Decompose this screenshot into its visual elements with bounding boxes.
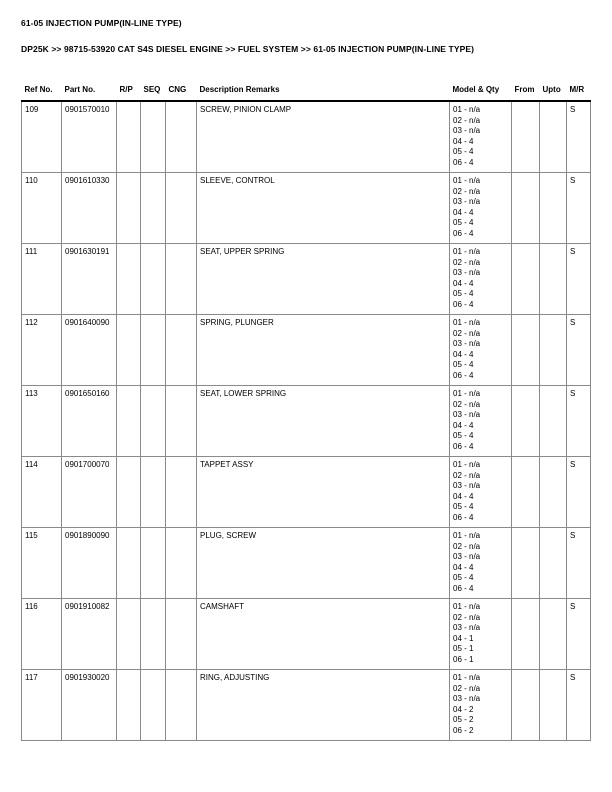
column-header-cng: CNG — [166, 83, 197, 101]
part-no-cell: 0901570010 — [62, 101, 117, 173]
upto-cell — [540, 599, 567, 670]
from-cell — [512, 244, 540, 315]
model-qty-cell — [450, 528, 512, 599]
part-no-cell: 0901630191 — [62, 244, 117, 315]
rp-cell — [117, 101, 141, 173]
rp-cell — [117, 173, 141, 244]
cng-cell — [166, 599, 197, 670]
ref-no-cell: 110 — [22, 173, 62, 244]
rp-cell — [117, 457, 141, 528]
table-row — [22, 599, 591, 670]
model-qty-line: 05 - 4 — [453, 147, 474, 156]
model-qty-line: 04 - 4 — [453, 491, 474, 501]
model-qty-line: 06 - 4 — [453, 441, 474, 451]
column-header-mr: M/R — [567, 83, 591, 101]
page-title: 61-05 INJECTION PUMP(IN-LINE TYPE) — [21, 18, 182, 28]
upto-cell — [540, 528, 567, 599]
seq-cell — [141, 528, 166, 599]
mr-cell: S — [567, 457, 591, 528]
description-cell: TAPPET ASSY — [197, 457, 450, 528]
cng-cell — [166, 670, 197, 741]
rp-cell — [117, 528, 141, 599]
parts-table — [21, 83, 591, 741]
from-cell — [512, 599, 540, 670]
from-cell — [512, 315, 540, 386]
ref-no-cell: 111 — [22, 244, 62, 315]
description-cell: SEAT, LOWER SPRING — [197, 386, 450, 457]
model-qty-line: 03 - n/a — [453, 552, 481, 561]
model-qty-line: 02 - n/a — [453, 399, 481, 409]
rp-cell — [117, 599, 141, 670]
from-cell — [512, 386, 540, 457]
mr-cell: S — [567, 386, 591, 457]
description-cell: SPRING, PLUNGER — [197, 315, 450, 386]
ref-no-cell: 115 — [22, 528, 62, 599]
model-qty-line: 02 - n/a — [453, 683, 481, 693]
model-qty-line: 06 - 4 — [453, 228, 474, 238]
rp-cell — [117, 386, 141, 457]
model-qty-line: 01 - n/a — [453, 318, 481, 327]
part-no-cell: 0901640090 — [62, 315, 117, 386]
cng-cell — [166, 528, 197, 599]
model-qty-line: 06 - 4 — [453, 157, 474, 167]
seq-cell — [141, 101, 166, 173]
model-qty-line: 01 - n/a — [453, 105, 481, 114]
from-cell — [512, 528, 540, 599]
from-cell — [512, 173, 540, 244]
model-qty-line: 05 - 2 — [453, 715, 474, 724]
seq-cell — [141, 315, 166, 386]
model-qty-line: 03 - n/a — [453, 623, 481, 632]
table-row — [22, 244, 591, 315]
model-qty-line: 01 - n/a — [453, 247, 481, 256]
description-cell: CAMSHAFT — [197, 599, 450, 670]
model-qty-line: 06 - 4 — [453, 299, 474, 309]
model-qty-line: 04 - 2 — [453, 704, 474, 714]
part-no-cell: 0901650160 — [62, 386, 117, 457]
from-cell — [512, 670, 540, 741]
description-cell: SEAT, UPPER SPRING — [197, 244, 450, 315]
table-row — [22, 457, 591, 528]
model-qty-line: 03 - n/a — [453, 481, 481, 490]
seq-cell — [141, 244, 166, 315]
upto-cell — [540, 173, 567, 244]
from-cell — [512, 457, 540, 528]
upto-cell — [540, 101, 567, 173]
from-cell — [512, 101, 540, 173]
model-qty-line: 03 - n/a — [453, 410, 481, 419]
upto-cell — [540, 386, 567, 457]
part-no-cell: 0901910082 — [62, 599, 117, 670]
model-qty-cell — [450, 457, 512, 528]
ref-no-cell: 114 — [22, 457, 62, 528]
seq-cell — [141, 457, 166, 528]
model-qty-line: 01 - n/a — [453, 673, 481, 682]
ref-no-cell: 112 — [22, 315, 62, 386]
ref-no-cell: 113 — [22, 386, 62, 457]
cng-cell — [166, 244, 197, 315]
table-row — [22, 173, 591, 244]
model-qty-line: 05 - 4 — [453, 360, 474, 369]
model-qty-line: 02 - n/a — [453, 115, 481, 125]
seq-cell — [141, 386, 166, 457]
rp-cell — [117, 670, 141, 741]
cng-cell — [166, 386, 197, 457]
part-no-cell: 0901890090 — [62, 528, 117, 599]
model-qty-line: 02 - n/a — [453, 470, 481, 480]
model-qty-line: 06 - 4 — [453, 370, 474, 380]
column-header-ref-no: Ref No. — [22, 83, 62, 101]
column-header-model-qty: Model & Qty — [450, 83, 512, 101]
table-row — [22, 528, 591, 599]
model-qty-line: 04 - 4 — [453, 278, 474, 288]
description-cell: PLUG, SCREW — [197, 528, 450, 599]
rp-cell — [117, 315, 141, 386]
part-no-cell: 0901930020 — [62, 670, 117, 741]
model-qty-line: 06 - 1 — [453, 654, 474, 664]
mr-cell: S — [567, 528, 591, 599]
mr-cell: S — [567, 173, 591, 244]
model-qty-line: 02 - n/a — [453, 612, 481, 622]
model-qty-cell — [450, 101, 512, 173]
column-header-part-no: Part No. — [62, 83, 117, 101]
cng-cell — [166, 173, 197, 244]
mr-cell: S — [567, 101, 591, 173]
description-cell: SCREW, PINION CLAMP — [197, 101, 450, 173]
model-qty-line: 05 - 4 — [453, 573, 474, 582]
model-qty-line: 04 - 4 — [453, 420, 474, 430]
column-header-seq: SEQ — [141, 83, 166, 101]
column-header-description: Description Remarks — [197, 83, 450, 101]
model-qty-line: 05 - 4 — [453, 218, 474, 227]
model-qty-line: 04 - 1 — [453, 633, 474, 643]
upto-cell — [540, 670, 567, 741]
upto-cell — [540, 457, 567, 528]
cng-cell — [166, 101, 197, 173]
column-header-from: From — [512, 83, 540, 101]
ref-no-cell: 117 — [22, 670, 62, 741]
table-row — [22, 101, 591, 173]
cng-cell — [166, 315, 197, 386]
parts-table-body — [22, 101, 591, 741]
ref-no-cell: 109 — [22, 101, 62, 173]
cng-cell — [166, 457, 197, 528]
model-qty-line: 01 - n/a — [453, 389, 481, 398]
model-qty-line: 05 - 4 — [453, 289, 474, 298]
seq-cell — [141, 599, 166, 670]
part-no-cell: 0901700070 — [62, 457, 117, 528]
mr-cell: S — [567, 244, 591, 315]
column-header-rp: R/P — [117, 83, 141, 101]
mr-cell: S — [567, 670, 591, 741]
description-cell: RING, ADJUSTING — [197, 670, 450, 741]
model-qty-line: 06 - 4 — [453, 583, 474, 593]
part-no-cell: 0901610330 — [62, 173, 117, 244]
model-qty-line: 03 - n/a — [453, 268, 481, 277]
table-row — [22, 315, 591, 386]
model-qty-line: 04 - 4 — [453, 349, 474, 359]
table-header — [22, 83, 591, 101]
description-cell: SLEEVE, CONTROL — [197, 173, 450, 244]
upto-cell — [540, 244, 567, 315]
column-header-upto: Upto — [540, 83, 567, 101]
model-qty-line: 01 - n/a — [453, 602, 481, 611]
upto-cell — [540, 315, 567, 386]
mr-cell: S — [567, 599, 591, 670]
model-qty-line: 03 - n/a — [453, 126, 481, 135]
model-qty-line: 01 - n/a — [453, 176, 481, 185]
model-qty-line: 04 - 4 — [453, 136, 474, 146]
model-qty-line: 03 - n/a — [453, 694, 481, 703]
model-qty-line: 03 - n/a — [453, 197, 481, 206]
model-qty-line: 02 - n/a — [453, 541, 481, 551]
breadcrumb: DP25K >> 98715-53920 CAT S4S DIESEL ENGINE >> FUEL SYSTEM >> 61-05 INJECTION PUMP(IN-LINE TYPE) — [21, 44, 475, 54]
model-qty-cell — [450, 244, 512, 315]
model-qty-line: 02 - n/a — [453, 328, 481, 338]
table-row — [22, 670, 591, 741]
model-qty-cell — [450, 173, 512, 244]
mr-cell: S — [567, 315, 591, 386]
model-qty-line: 02 - n/a — [453, 186, 481, 196]
model-qty-cell — [450, 315, 512, 386]
rp-cell — [117, 244, 141, 315]
seq-cell — [141, 173, 166, 244]
model-qty-cell — [450, 670, 512, 741]
model-qty-line: 06 - 2 — [453, 725, 474, 735]
model-qty-line: 01 - n/a — [453, 460, 481, 469]
model-qty-cell — [450, 386, 512, 457]
model-qty-line: 04 - 4 — [453, 207, 474, 217]
model-qty-line: 02 - n/a — [453, 257, 481, 267]
table-row — [22, 386, 591, 457]
seq-cell — [141, 670, 166, 741]
model-qty-cell — [450, 599, 512, 670]
model-qty-line: 05 - 4 — [453, 502, 474, 511]
ref-no-cell: 116 — [22, 599, 62, 670]
model-qty-line: 05 - 1 — [453, 644, 474, 653]
model-qty-line: 04 - 4 — [453, 562, 474, 572]
model-qty-line: 01 - n/a — [453, 531, 481, 540]
model-qty-line: 03 - n/a — [453, 339, 481, 348]
model-qty-line: 05 - 4 — [453, 431, 474, 440]
model-qty-line: 06 - 4 — [453, 512, 474, 522]
